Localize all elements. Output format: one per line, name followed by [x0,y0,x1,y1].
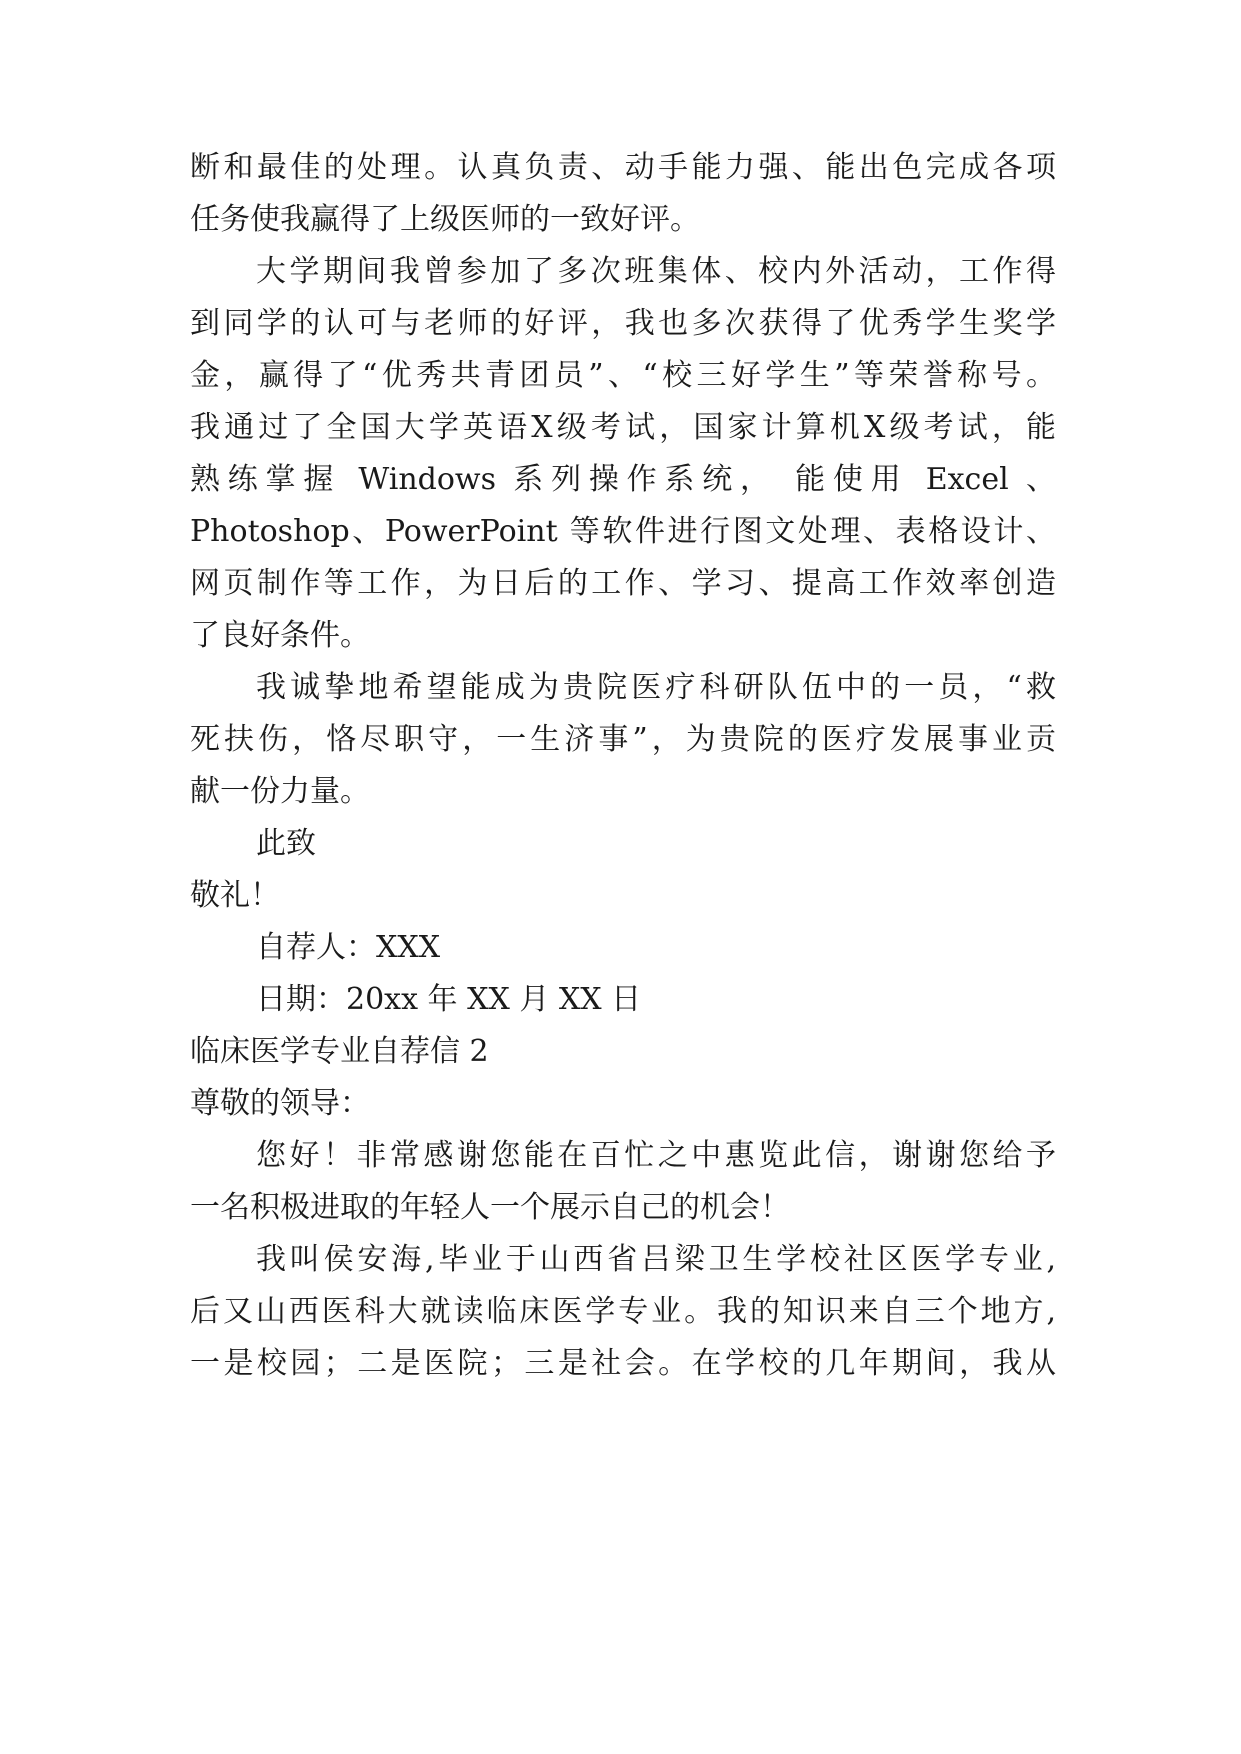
paragraph-start-line: 大学期间我曾参加了多次班集体、校内外活动，工作得 [256,254,1056,289]
greeting: 尊敬的领导： [190,1086,370,1121]
section-title: 临床医学专业自荐信 2 [190,1034,489,1069]
text-line: 到同学的认可与老师的好评，我也多次获得了优秀学生奖学 [190,306,1056,341]
text-line: 金，赢得了“优秀共青团员”、“校三好学生”等荣誉称号。 [190,358,1056,393]
text-line: 一是校园；二是医院；三是社会。在学校的几年期间，我从 [190,1346,1056,1381]
text-line: 一名积极进取的年轻人一个展示自己的机会！ [190,1190,790,1225]
signature-name: 自荐人：XXX [256,930,441,965]
paragraph-start-line: 我诚挚地希望能成为贵院医疗科研队伍中的一员，“救 [256,670,1056,705]
paragraph-start-line: 您好！非常感谢您能在百忙之中惠览此信，谢谢您给予 [256,1138,1056,1173]
text-line: 献一份力量。 [190,774,370,809]
closing-salutation: 此致 [256,826,316,861]
text-line: 了良好条件。 [190,618,370,653]
text-line: Photoshop、PowerPoint 等软件进行图文处理、表格设计、 [190,514,1056,549]
text-line: 后又山西医科大就读临床医学专业。我的知识来自三个地方, [190,1294,1056,1329]
text-line: 断和最佳的处理。认真负责、动手能力强、能出色完成各项 [190,150,1056,185]
signature-date: 日期：20xx 年 XX 月 XX 日 [256,982,642,1017]
text-line: 我通过了全国大学英语X级考试，国家计算机X级考试，能 [190,410,1056,445]
text-line: 熟练掌握 Windows 系列操作系统， 能使用 Excel 、 [190,462,1056,497]
text-line: 网页制作等工作，为日后的工作、学习、提高工作效率创造 [190,566,1056,601]
closing-regards: 敬礼！ [190,878,280,913]
text-line: 任务使我赢得了上级医师的一致好评。 [190,202,700,237]
text-line: 死扶伤，恪尽职守，一生济事”，为贵院的医疗发展事业贡 [190,722,1056,757]
paragraph-start-line: 我叫侯安海,毕业于山西省吕梁卫生学校社区医学专业, [256,1242,1056,1277]
